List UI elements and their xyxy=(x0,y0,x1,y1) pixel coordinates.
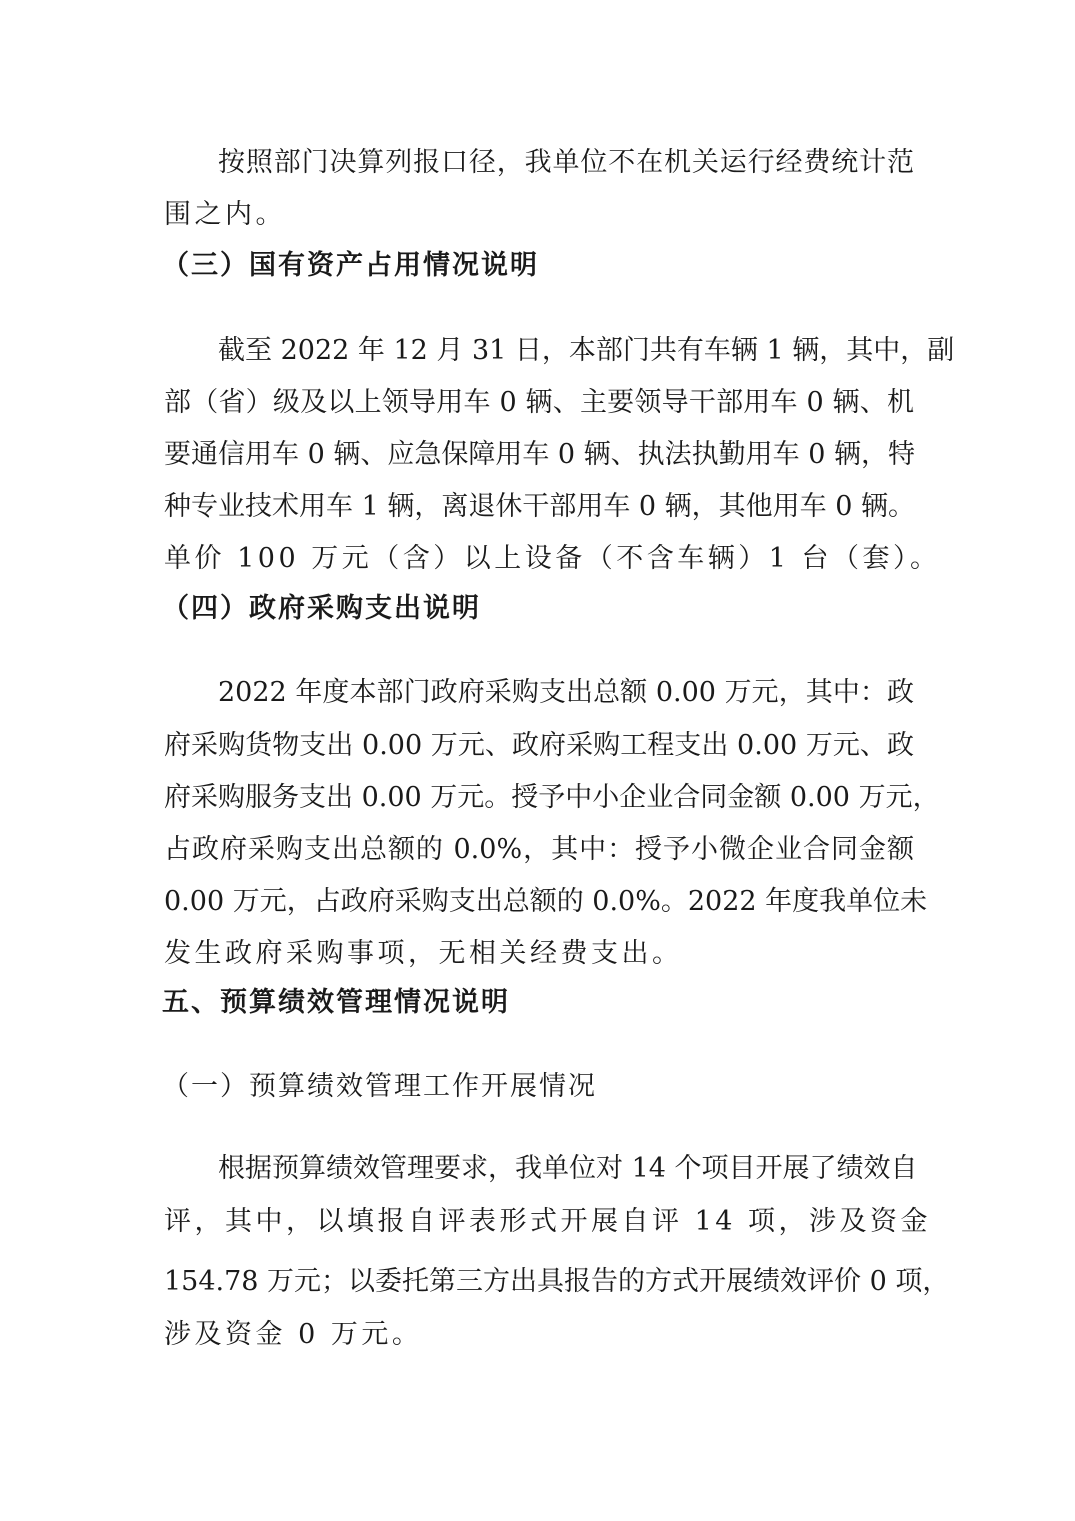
paragraph-line: 府采购货物支出 0.00 万元、政府采购工程支出 0.00 万元、政 xyxy=(164,730,914,761)
paragraph-line: 涉及资金 0 万元。 xyxy=(164,1319,423,1350)
paragraph-line: 发生政府采购事项，无相关经费支出。 xyxy=(164,938,683,969)
subsection-heading-performance-work: （一）预算绩效管理工作开展情况 xyxy=(162,1071,597,1102)
paragraph-line: 府采购服务支出 0.00 万元。授予中小企业合同金额 0.00 万元， xyxy=(164,782,940,813)
paragraph-line: 部（省）级及以上领导用车 0 辆、主要领导干部用车 0 辆、机 xyxy=(164,387,914,418)
section-heading-budget-performance: 五、预算绩效管理情况说明 xyxy=(162,987,510,1018)
paragraph-line: 154.78 万元；以委托第三方出具报告的方式开展绩效评价 0 项， xyxy=(164,1266,950,1297)
paragraph-line: 根据预算绩效管理要求，我单位对 14 个项目开展了绩效自 xyxy=(218,1153,918,1184)
paragraph-line: 按照部门决算列报口径，我单位不在机关运行经费统计范 xyxy=(218,147,914,178)
paragraph-line: 占政府采购支出总额的 0.0%，其中：授予小微企业合同金额 xyxy=(164,834,914,865)
paragraph-line: 种专业技术用车 1 辆，离退休干部用车 0 辆，其他用车 0 辆。 xyxy=(164,491,916,522)
section-heading-procurement: （四）政府采购支出说明 xyxy=(162,593,481,624)
section-heading-assets: （三）国有资产占用情况说明 xyxy=(162,250,539,281)
paragraph-line: 2022 年度本部门政府采购支出总额 0.00 万元，其中：政 xyxy=(218,677,914,708)
paragraph-line: 0.00 万元，占政府采购支出总额的 0.0%。2022 年度我单位未 xyxy=(164,886,928,917)
paragraph-line: 评，其中，以填报自评表形式开展自评 14 项，涉及资金 xyxy=(164,1206,932,1237)
paragraph-line: 单价 100 万元（含）以上设备（不含车辆）1 台（套）。 xyxy=(164,543,941,574)
paragraph-line: 要通信用车 0 辆、应急保障用车 0 辆、执法执勤用车 0 辆，特 xyxy=(164,439,916,470)
paragraph-line: 截至 2022 年 12 月 31 日，本部门共有车辆 1 辆，其中，副 xyxy=(218,335,955,366)
paragraph-line: 围之内。 xyxy=(164,199,286,230)
